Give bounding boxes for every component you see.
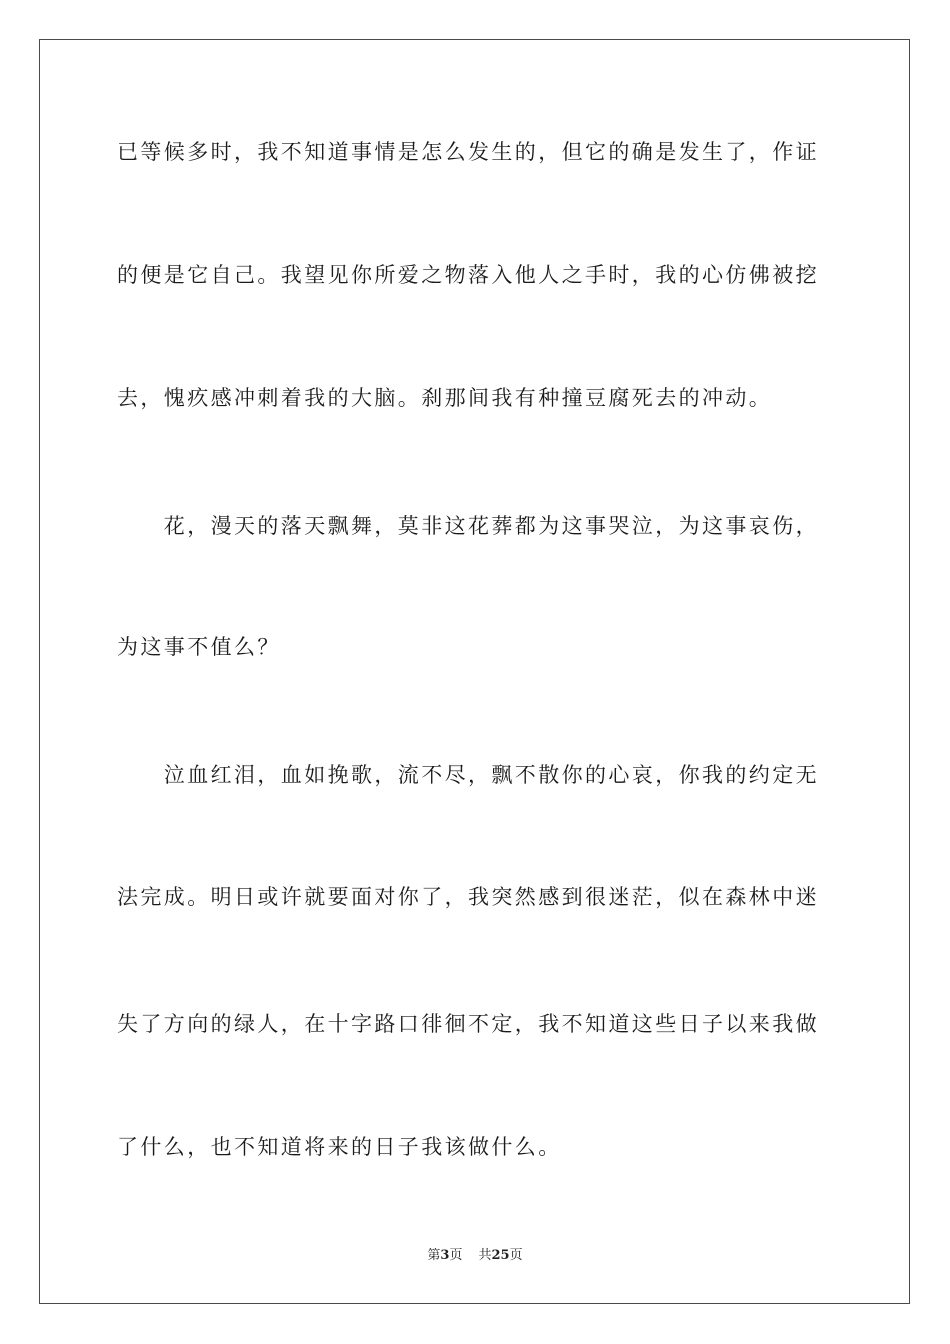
text-line-2: 的便是它自己。我望见你所爱之物落入他人之手时，我的心仿佛被挖 <box>117 263 819 287</box>
page-prefix: 第 <box>427 1248 441 1263</box>
page-footer <box>0 1247 950 1265</box>
page-suffix: 页 <box>449 1248 463 1263</box>
total-prefix: 共 <box>478 1248 492 1263</box>
page-number: 3 <box>440 1248 450 1263</box>
text-line-1: 已等候多时，我不知道事情是怎么发生的，但它的确是发生了，作证 <box>117 140 819 164</box>
total-pages: 25 <box>491 1248 510 1263</box>
text-line-6: 泣血红泪，血如挽歌，流不尽，飘不散你的心哀，你我的约定无 <box>117 763 819 787</box>
text-line-8: 失了方向的绿人，在十字路口徘徊不定，我不知道这些日子以来我做 <box>117 1012 819 1036</box>
text-line-4: 花，漫天的落天飘舞，莫非这花葬都为这事哭泣，为这事哀伤， <box>117 514 819 538</box>
total-suffix: 页 <box>509 1248 523 1263</box>
text-line-9: 了什么，也不知道将来的日子我该做什么。 <box>117 1135 562 1159</box>
text-line-7: 法完成。明日或许就要面对你了，我突然感到很迷茫，似在森林中迷 <box>117 885 819 909</box>
page-border <box>39 39 910 1304</box>
text-line-3: 去，愧疚感冲刺着我的大脑。刹那间我有种撞豆腐死去的冲动。 <box>117 386 773 410</box>
text-line-5: 为这事不值么？ <box>117 635 281 659</box>
